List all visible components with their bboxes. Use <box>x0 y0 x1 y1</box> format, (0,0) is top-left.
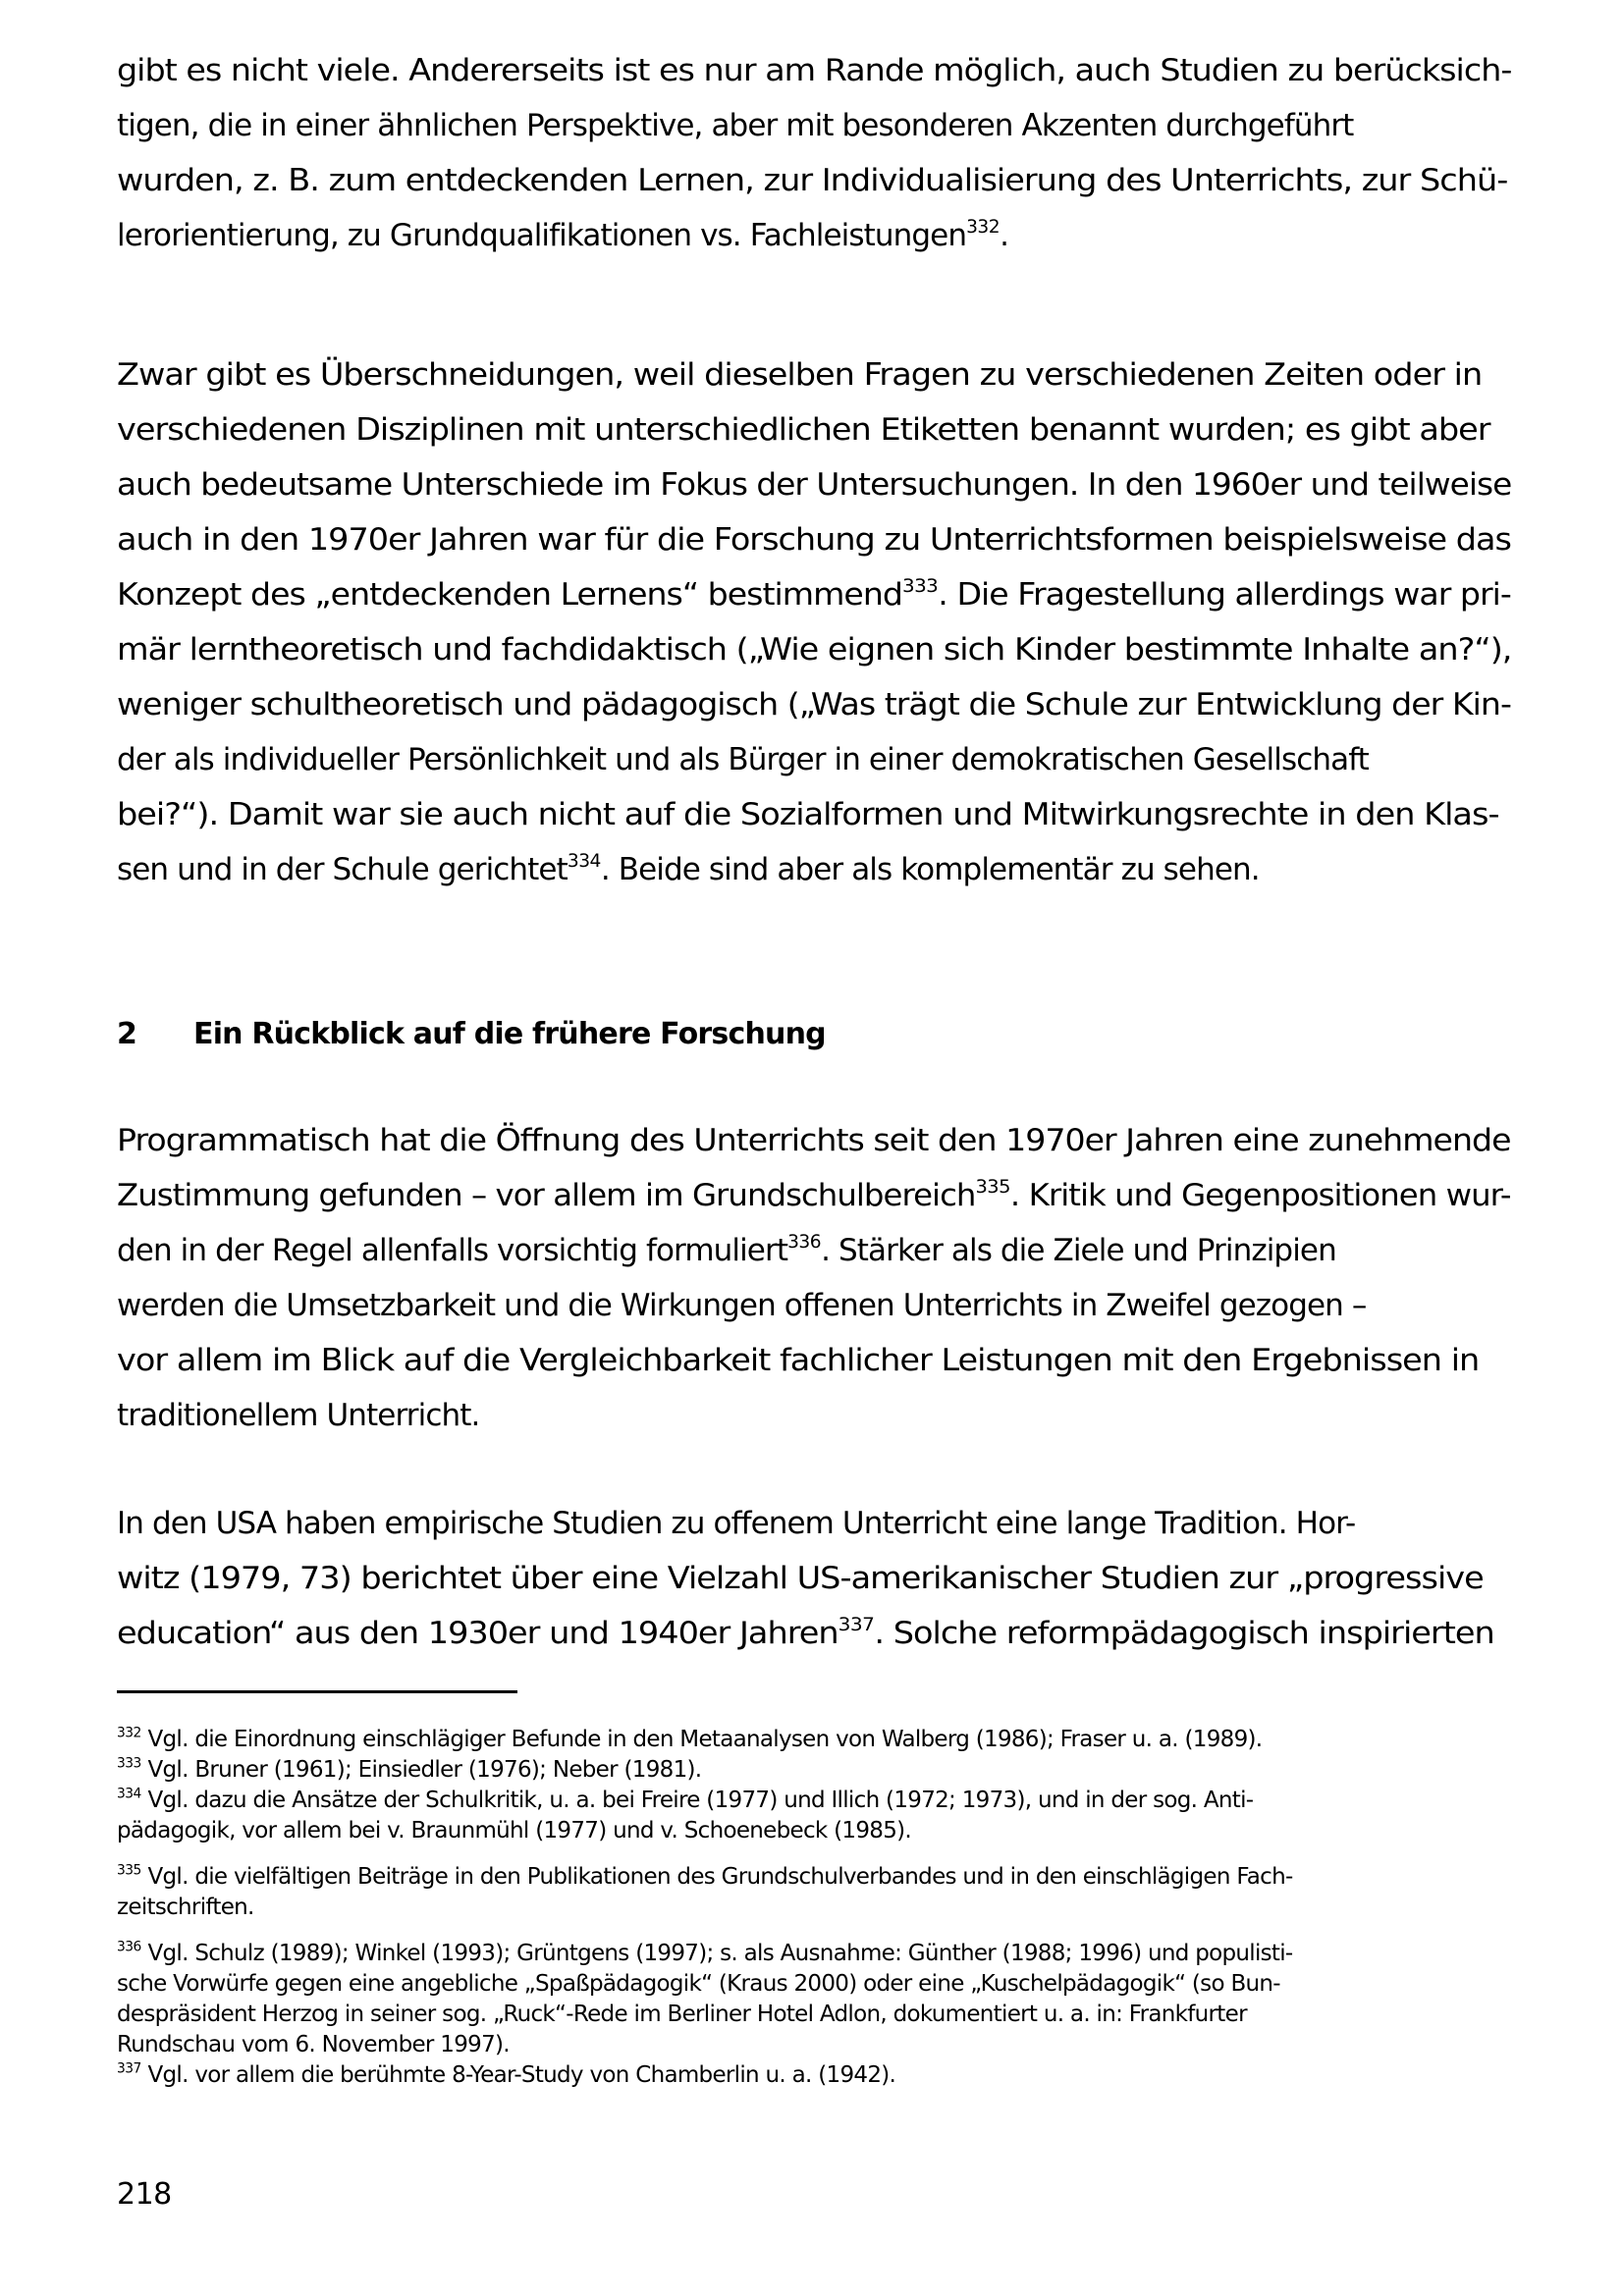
body-line: wurden, z. B. zum entdeckenden Lernen, zur Individualisierung des Unterrichts, zur Schü- <box>117 163 1508 198</box>
body-line: Zustimmung gefunden – vor allem im Grundschulbereich$^{335}$. Kritik und Gegenpositionen wur- <box>117 1176 1511 1213</box>
body-line: gibt es nicht viele. Andererseits ist es nur am Rande möglich, auch Studien zu berücksich- <box>117 53 1512 88</box>
body-line: auch in den 1970er Jahren war für die Forschung zu Unterrichtsformen beispielsweise das <box>117 522 1512 558</box>
footnote-336-cont: Rundschau vom 6. November 1997). <box>117 2032 510 2057</box>
footnote-ref-336[interactable]: 336 <box>787 1231 822 1253</box>
footnote-335: $^{335}$ Vgl. die vielfältigen Beiträge in den Publikationen des Grundschulverbandes und in den einschlägigen Fach- <box>117 1862 1293 1890</box>
body-line: lerorientierung, zu Grundqualifikationen vs. Fachleistungen$^{332}$. <box>117 216 1009 253</box>
footnote-333: $^{333}$ Vgl. Bruner (1961); Einsiedler (1976); Neber (1981). <box>117 1755 702 1783</box>
footnote-ref-335[interactable]: 335 <box>975 1176 1010 1198</box>
body-line: auch bedeutsame Unterschiede im Fokus der Untersuchungen. In den 1960er und teilweise <box>117 467 1512 503</box>
page-number: 218 <box>117 2177 172 2212</box>
body-line: In den USA haben empirische Studien zu offenem Unterricht eine lange Tradition. Hor- <box>117 1506 1356 1541</box>
body-line: sen und in der Schule gerichtet$^{334}$. Beide sind aber als komplementär zu sehen. <box>117 850 1260 887</box>
footnote-ref-337[interactable]: 337 <box>838 1614 875 1635</box>
body-line: mär lerntheoretisch und fachdidaktisch („Wie eignen sich Kinder bestimmte Inhalte an?“), <box>117 632 1512 667</box>
section-title: Ein Rückblick auf die frühere Forschung <box>193 1017 826 1051</box>
body-line: weniger schultheoretisch und pädagogisch („Was trägt die Schule zur Entwicklung der Kin- <box>117 687 1511 722</box>
footnote-ref-333[interactable]: 333 <box>901 575 939 597</box>
body-line: Zwar gibt es Überschneidungen, weil dieselben Fragen zu verschiedenen Zeiten oder in <box>117 357 1483 393</box>
footnote-336-cont: despräsident Herzog in seiner sog. „Ruck“-Rede im Berliner Hotel Adlon, dokumentiert u. a. in: Frankfurter <box>117 2002 1247 2027</box>
body-line: tigen, die in einer ähnlichen Perspektive, aber mit besonderen Akzenten durchgeführt <box>117 108 1354 143</box>
body-line: vor allem im Blick auf die Vergleichbarkeit fachlicher Leistungen mit den Ergebnissen in <box>117 1343 1480 1378</box>
footnote-332: $^{332}$ Vgl. die Einordnung einschlägiger Befunde in den Metaanalysen von Walberg (1986); Fraser u. a. (1989). <box>117 1725 1263 1752</box>
body-line: verschiedenen Disziplinen mit unterschiedlichen Etiketten benannt wurden; es gibt aber <box>117 412 1490 448</box>
footnote-334: $^{334}$ Vgl. dazu die Ansätze der Schulkritik, u. a. bei Freire (1977) und Illich (1972; 1973), und in der sog. Anti- <box>117 1786 1254 1813</box>
body-line: Konzept des „entdeckenden Lernens“ bestimmend$^{333}$. Die Fragestellung allerdings war pri- <box>117 575 1511 613</box>
body-line: bei?“). Damit war sie auch nicht auf die Sozialformen und Mitwirkungsrechte in den Klas- <box>117 797 1499 832</box>
footnote-ref-334[interactable]: 334 <box>567 850 601 872</box>
footnote-336-cont: sche Vorwürfe gegen eine angebliche „Spaßpädagogik“ (Kraus 2000) oder eine „Kuschelpädagogik“ (so Bun- <box>117 1971 1280 1997</box>
section-number: 2 <box>117 1017 137 1051</box>
footnote-334-cont: pädagogik, vor allem bei v. Braunmühl (1977) und v. Schoenebeck (1985). <box>117 1818 912 1843</box>
footnote-337: $^{337}$ Vgl. vor allem die berühmte 8-Year-Study von Chamberlin u. a. (1942). <box>117 2060 896 2088</box>
body-line: witz (1979, 73) berichtet über eine Vielzahl US-amerikanischer Studien zur „progressive <box>117 1561 1484 1596</box>
body-line: den in der Regel allenfalls vorsichtig formuliert$^{336}$. Stärker als die Ziele und Prinzipien <box>117 1231 1336 1268</box>
footnote-335-cont: zeitschriften. <box>117 1895 254 1920</box>
body-line: der als individueller Persönlichkeit und als Bürger in einer demokratischen Gesellschaft <box>117 742 1369 777</box>
footnote-ref-332[interactable]: 332 <box>966 216 1001 238</box>
body-line: traditionellem Unterricht. <box>117 1398 480 1433</box>
footnote-separator <box>117 1690 517 1693</box>
body-line: education“ aus den 1930er und 1940er Jahren$^{337}$. Solche reformpädagogisch inspirierten <box>117 1614 1494 1651</box>
body-line: werden die Umsetzbarkeit und die Wirkungen offenen Unterrichts in Zweifel gezogen – <box>117 1288 1367 1323</box>
footnote-336: $^{336}$ Vgl. Schulz (1989); Winkel (1993); Grüntgens (1997); s. als Ausnahme: Günther (1988; 1996) und populisti- <box>117 1939 1293 1966</box>
section-heading <box>117 1015 826 1054</box>
body-line: Programmatisch hat die Öffnung des Unterrichts seit den 1970er Jahren eine zunehmende <box>117 1123 1511 1158</box>
